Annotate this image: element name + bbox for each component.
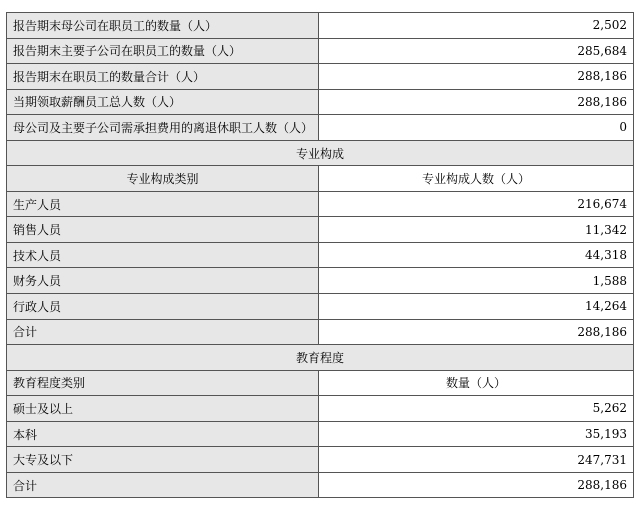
row-value: 288,186 xyxy=(319,64,634,90)
table-row xyxy=(7,421,634,447)
section-header-row xyxy=(7,140,634,166)
table-row xyxy=(7,268,634,294)
row-value: 285,684 xyxy=(319,38,634,64)
column-header: 专业构成人数（人） xyxy=(319,166,634,192)
row-value: 288,186 xyxy=(319,472,634,498)
row-value: 44,318 xyxy=(319,242,634,268)
table-row xyxy=(7,396,634,422)
table-row xyxy=(7,447,634,473)
row-value: 216,674 xyxy=(319,191,634,217)
table-row xyxy=(7,191,634,217)
row-value: 0 xyxy=(319,115,634,141)
row-label: 大专及以下 xyxy=(7,447,319,473)
column-header-row xyxy=(7,370,634,396)
row-label: 技术人员 xyxy=(7,242,319,268)
table-row xyxy=(7,64,634,90)
section-title-education: 教育程度 xyxy=(7,345,634,371)
table-row xyxy=(7,89,634,115)
row-value: 2,502 xyxy=(319,13,634,39)
row-label: 行政人员 xyxy=(7,294,319,320)
row-value: 35,193 xyxy=(319,421,634,447)
row-label: 销售人员 xyxy=(7,217,319,243)
row-value: 14,264 xyxy=(319,294,634,320)
table-row xyxy=(7,217,634,243)
table-row xyxy=(7,294,634,320)
section-header-row xyxy=(7,345,634,371)
column-header: 数量（人） xyxy=(319,370,634,396)
column-header: 专业构成类别 xyxy=(7,166,319,192)
employee-table xyxy=(6,12,634,498)
table-row xyxy=(7,319,634,345)
row-value: 288,186 xyxy=(319,319,634,345)
row-label: 报告期末母公司在职员工的数量（人） xyxy=(7,13,319,39)
row-label: 合计 xyxy=(7,472,319,498)
column-header: 教育程度类别 xyxy=(7,370,319,396)
row-label: 硕士及以上 xyxy=(7,396,319,422)
row-value: 5,262 xyxy=(319,396,634,422)
table-row xyxy=(7,115,634,141)
row-label: 生产人员 xyxy=(7,191,319,217)
table-row xyxy=(7,38,634,64)
table-row xyxy=(7,13,634,39)
row-value: 1,588 xyxy=(319,268,634,294)
row-label: 报告期末在职员工的数量合计（人） xyxy=(7,64,319,90)
row-label: 合计 xyxy=(7,319,319,345)
row-label: 母公司及主要子公司需承担费用的离退休职工人数（人） xyxy=(7,115,319,141)
row-label: 当期领取薪酬员工总人数（人） xyxy=(7,89,319,115)
column-header-row xyxy=(7,166,634,192)
table-row xyxy=(7,242,634,268)
row-label: 报告期末主要子公司在职员工的数量（人） xyxy=(7,38,319,64)
section-title-professional: 专业构成 xyxy=(7,140,634,166)
row-value: 247,731 xyxy=(319,447,634,473)
row-value: 11,342 xyxy=(319,217,634,243)
row-value: 288,186 xyxy=(319,89,634,115)
table-row xyxy=(7,472,634,498)
row-label: 本科 xyxy=(7,421,319,447)
row-label: 财务人员 xyxy=(7,268,319,294)
